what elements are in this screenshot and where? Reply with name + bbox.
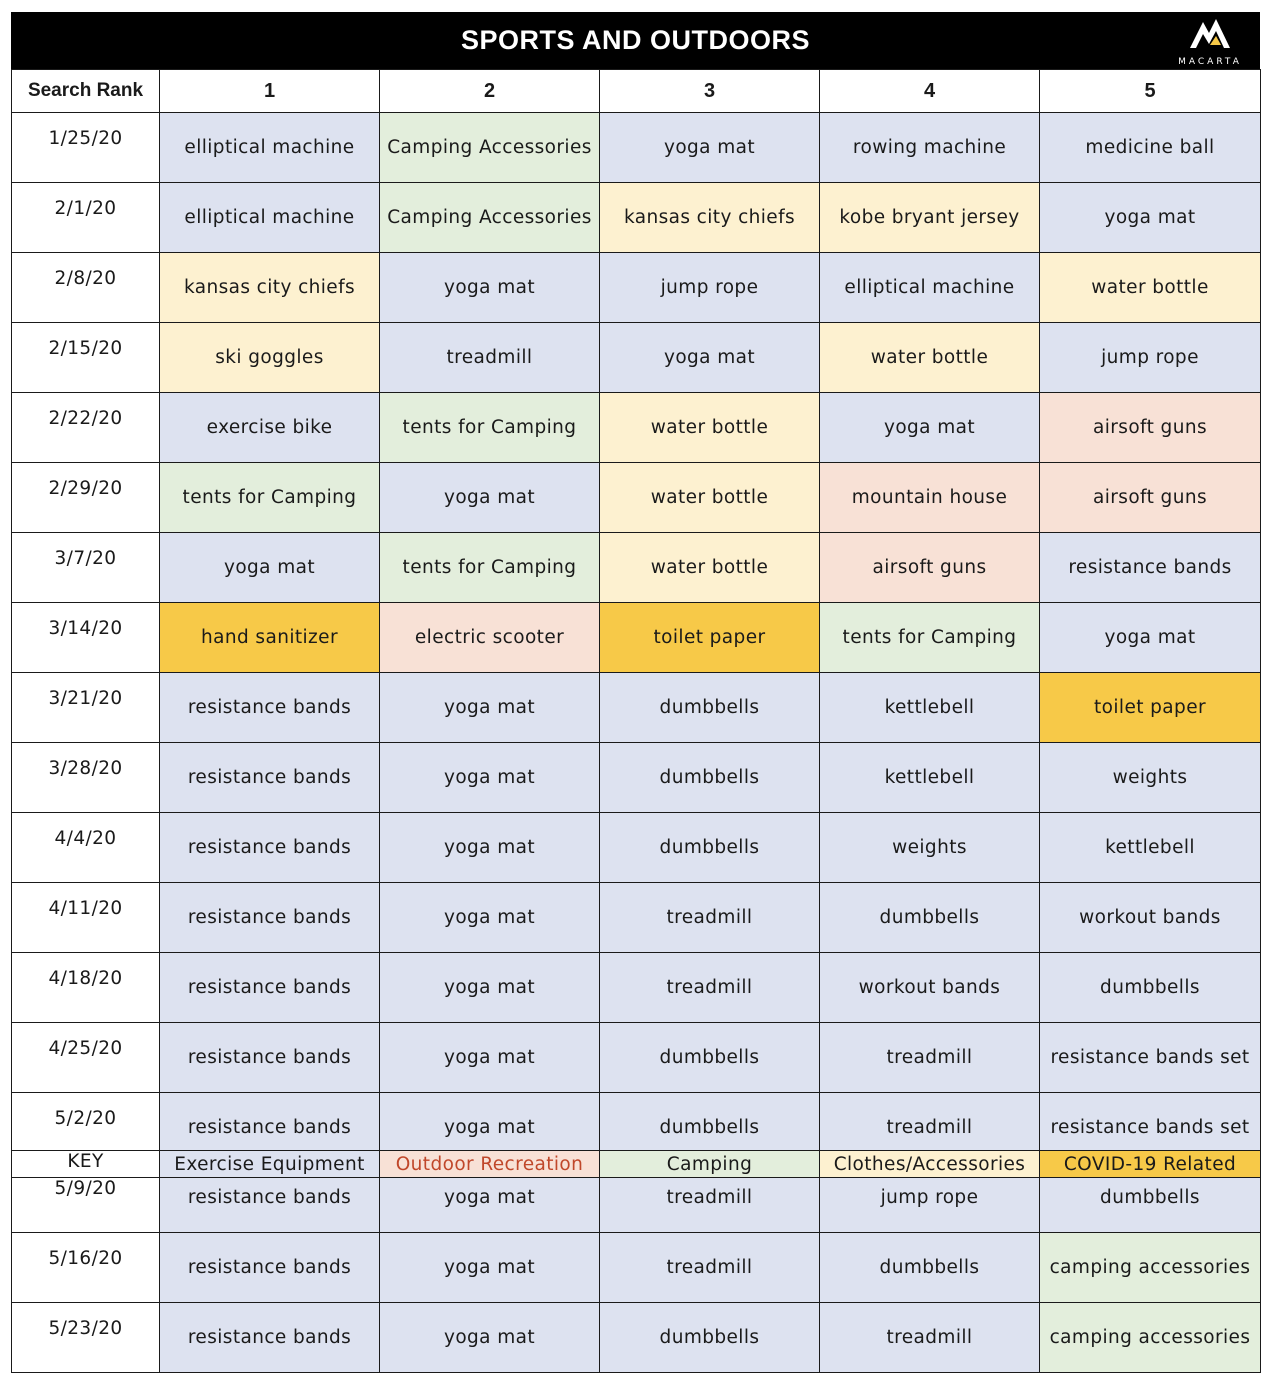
table-row	[12, 393, 1261, 463]
key-row	[12, 1151, 1261, 1178]
search-term-cell: ski goggles	[160, 323, 380, 393]
search-term-cell: treadmill	[600, 1163, 820, 1233]
search-term-cell: weights	[820, 813, 1040, 883]
search-term-cell: weights	[1040, 743, 1261, 813]
search-term-cell: Camping Accessories	[380, 113, 600, 183]
search-term-cell: resistance bands	[1040, 533, 1261, 603]
row-date: 5/9/20	[12, 1163, 160, 1233]
table-row	[12, 1023, 1261, 1093]
search-term-cell: yoga mat	[380, 883, 600, 953]
search-term-cell: yoga mat	[380, 743, 600, 813]
table-row	[12, 603, 1261, 673]
macarta-logo	[1170, 14, 1250, 68]
key-item-outdoor: Outdoor Recreation	[380, 1151, 600, 1178]
table-row	[12, 113, 1261, 183]
key-item-covid: COVID-19 Related	[1040, 1151, 1261, 1178]
search-term-cell: rowing machine	[820, 113, 1040, 183]
search-term-cell: resistance bands set	[1040, 1093, 1261, 1163]
search-term-cell: kansas city chiefs	[160, 253, 380, 323]
row-date: 2/29/20	[12, 463, 160, 533]
row-date: 2/15/20	[12, 323, 160, 393]
row-date: 5/16/20	[12, 1233, 160, 1303]
search-term-cell: workout bands	[820, 953, 1040, 1023]
search-term-cell: resistance bands	[160, 743, 380, 813]
search-term-cell: yoga mat	[600, 113, 820, 183]
search-term-cell: elliptical machine	[160, 183, 380, 253]
table-row	[12, 323, 1261, 393]
table-row	[12, 743, 1261, 813]
search-term-cell: kansas city chiefs	[600, 183, 820, 253]
column-header-rank-3: 3	[600, 70, 820, 113]
row-date: 3/14/20	[12, 603, 160, 673]
search-term-cell: water bottle	[600, 393, 820, 463]
search-term-cell: kettlebell	[1040, 813, 1261, 883]
search-term-cell: water bottle	[1040, 253, 1261, 323]
search-term-cell: exercise bike	[160, 393, 380, 463]
column-header-rank-2: 2	[380, 70, 600, 113]
search-term-cell: yoga mat	[380, 813, 600, 883]
search-term-cell: kettlebell	[820, 743, 1040, 813]
table-row	[12, 953, 1261, 1023]
search-term-cell: treadmill	[820, 1303, 1040, 1373]
column-header-rank-5: 5	[1040, 70, 1261, 113]
search-term-cell: jump rope	[1040, 323, 1261, 393]
search-term-cell: resistance bands	[160, 883, 380, 953]
search-term-cell: yoga mat	[380, 1023, 600, 1093]
search-term-cell: resistance bands set	[1040, 1023, 1261, 1093]
row-date: 4/25/20	[12, 1023, 160, 1093]
search-term-cell: dumbbells	[600, 813, 820, 883]
row-date: 5/2/20	[12, 1093, 160, 1163]
row-date: 4/18/20	[12, 953, 160, 1023]
table-row	[12, 1233, 1261, 1303]
page-title: SPORTS AND OUTDOORS	[460, 25, 811, 55]
column-header-search-rank: Search Rank	[12, 70, 160, 113]
table-row	[12, 183, 1261, 253]
search-term-cell: kobe bryant jersey	[820, 183, 1040, 253]
row-date: 3/28/20	[12, 743, 160, 813]
search-term-cell: yoga mat	[600, 323, 820, 393]
search-term-cell: resistance bands	[160, 813, 380, 883]
row-date: 5/23/20	[12, 1303, 160, 1373]
row-date: 4/11/20	[12, 883, 160, 953]
table-row	[12, 1303, 1261, 1373]
key-item-exercise: Exercise Equipment	[160, 1151, 380, 1178]
search-term-cell: airsoft guns	[820, 533, 1040, 603]
search-term-cell: treadmill	[820, 1093, 1040, 1163]
title-bar	[11, 12, 1260, 70]
search-term-cell: airsoft guns	[1040, 463, 1261, 533]
key-item-clothes: Clothes/Accessories	[820, 1151, 1040, 1178]
search-term-cell: dumbbells	[600, 673, 820, 743]
table-row	[12, 533, 1261, 603]
header-row	[12, 70, 1261, 113]
search-term-cell: tents for Camping	[380, 533, 600, 603]
search-term-cell: kettlebell	[820, 673, 1040, 743]
search-term-cell: treadmill	[600, 883, 820, 953]
search-term-cell: dumbbells	[600, 743, 820, 813]
search-term-cell: dumbbells	[1040, 953, 1261, 1023]
search-term-cell: camping accessories	[1040, 1303, 1261, 1373]
search-term-cell: yoga mat	[380, 1163, 600, 1233]
search-term-cell: treadmill	[380, 323, 600, 393]
search-term-cell: resistance bands	[160, 1093, 380, 1163]
search-term-cell: water bottle	[600, 463, 820, 533]
search-term-cell: dumbbells	[600, 1023, 820, 1093]
table-row	[12, 813, 1261, 883]
search-term-cell: mountain house	[820, 463, 1040, 533]
search-term-cell: resistance bands	[160, 1233, 380, 1303]
search-term-cell: yoga mat	[380, 1093, 600, 1163]
mountain-logo-icon	[1188, 14, 1232, 50]
search-term-cell: jump rope	[600, 253, 820, 323]
row-date: 1/25/20	[12, 113, 160, 183]
search-term-cell: toilet paper	[600, 603, 820, 673]
search-term-cell: yoga mat	[380, 463, 600, 533]
search-term-cell: tents for Camping	[160, 463, 380, 533]
search-term-cell: yoga mat	[820, 393, 1040, 463]
search-term-cell: yoga mat	[380, 953, 600, 1023]
search-term-cell: dumbbells	[820, 1233, 1040, 1303]
search-term-cell: resistance bands	[160, 1023, 380, 1093]
search-term-cell: yoga mat	[380, 253, 600, 323]
search-term-cell: electric scooter	[380, 603, 600, 673]
search-term-cell: hand sanitizer	[160, 603, 380, 673]
search-term-cell: yoga mat	[1040, 183, 1261, 253]
search-term-cell: water bottle	[820, 323, 1040, 393]
search-term-cell: yoga mat	[160, 533, 380, 603]
search-term-cell: jump rope	[820, 1163, 1040, 1233]
search-term-cell: dumbbells	[600, 1093, 820, 1163]
search-term-cell: medicine ball	[1040, 113, 1261, 183]
search-term-cell: airsoft guns	[1040, 393, 1261, 463]
table-body	[12, 113, 1261, 1373]
search-term-cell: yoga mat	[380, 673, 600, 743]
search-term-cell: tents for Camping	[820, 603, 1040, 673]
key-label: KEY	[12, 1151, 160, 1178]
row-date: 2/22/20	[12, 393, 160, 463]
column-header-rank-4: 4	[820, 70, 1040, 113]
table-row	[12, 883, 1261, 953]
search-term-cell: dumbbells	[820, 883, 1040, 953]
row-date: 3/21/20	[12, 673, 160, 743]
search-term-cell: tents for Camping	[380, 393, 600, 463]
search-term-cell: workout bands	[1040, 883, 1261, 953]
row-date: 4/4/20	[12, 813, 160, 883]
search-term-cell: resistance bands	[160, 1163, 380, 1233]
search-term-cell: water bottle	[600, 533, 820, 603]
search-term-cell: elliptical machine	[820, 253, 1040, 323]
search-term-cell: resistance bands	[160, 673, 380, 743]
row-date: 3/7/20	[12, 533, 160, 603]
table-row	[12, 673, 1261, 743]
search-term-cell: treadmill	[820, 1023, 1040, 1093]
search-term-cell: yoga mat	[380, 1233, 600, 1303]
search-term-cell: elliptical machine	[160, 113, 380, 183]
search-term-cell: treadmill	[600, 1233, 820, 1303]
column-header-rank-1: 1	[160, 70, 380, 113]
search-term-cell: yoga mat	[380, 1303, 600, 1373]
logo-text: MACARTA	[1178, 57, 1242, 67]
search-term-cell: dumbbells	[1040, 1163, 1261, 1233]
color-key	[11, 1150, 1261, 1178]
search-term-cell: Camping Accessories	[380, 183, 600, 253]
row-date: 2/1/20	[12, 183, 160, 253]
table-row	[12, 463, 1261, 533]
search-term-cell: camping accessories	[1040, 1233, 1261, 1303]
search-term-cell: toilet paper	[1040, 673, 1261, 743]
search-term-cell: resistance bands	[160, 953, 380, 1023]
search-term-cell: dumbbells	[600, 1303, 820, 1373]
search-term-cell: treadmill	[600, 953, 820, 1023]
search-term-cell: resistance bands	[160, 1303, 380, 1373]
row-date: 2/8/20	[12, 253, 160, 323]
table-row	[12, 253, 1261, 323]
search-term-cell: yoga mat	[1040, 603, 1261, 673]
key-item-camping: Camping	[600, 1151, 820, 1178]
